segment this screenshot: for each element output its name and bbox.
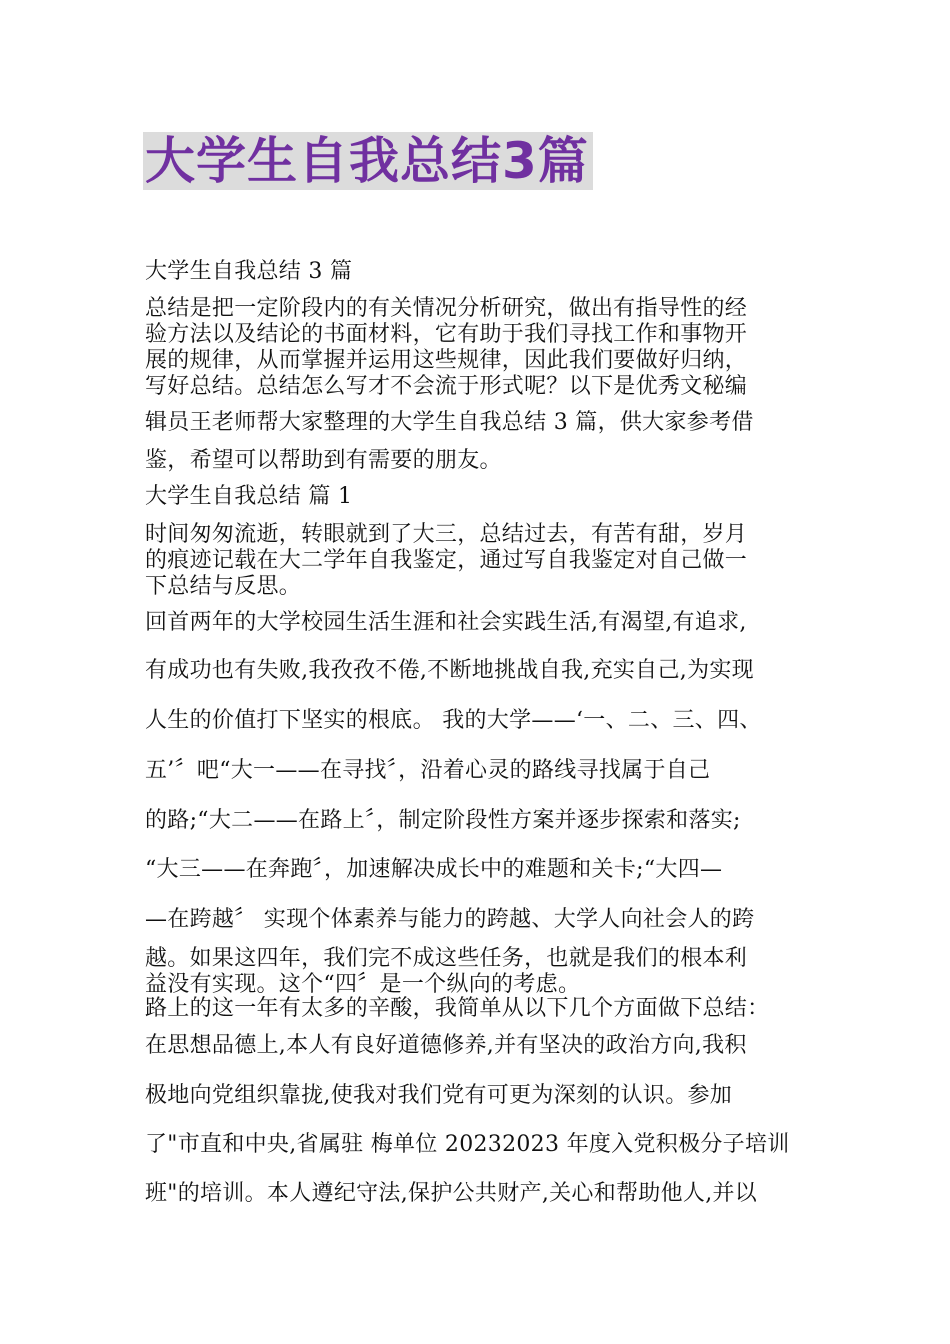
paragraph-line: 人生的价值打下坚实的根底。 我的大学——‘一、二、三、四、	[145, 708, 762, 733]
paragraph-line: 时间匆匆流逝，转眼就到了大三，总结过去，有苦有甜，岁月	[145, 522, 748, 547]
document-title: 大学生自我总结3篇	[145, 132, 589, 190]
paragraph-line: 鉴，希望可以帮助到有需要的朋友。	[145, 448, 502, 473]
section-heading: 大学生自我总结 篇 1	[145, 484, 353, 509]
paragraph-line: “大三——在奔跑〞，加速解决成长中的难题和关卡;“大四—	[145, 857, 723, 882]
paragraph-line: 下总结与反思。	[145, 574, 302, 599]
paragraph-line: 益没有实现。这个“四〞是一个纵向的考虑。	[145, 972, 581, 997]
paragraph-line: 路上的这一年有太多的辛酸，我简单从以下几个方面做下总结：	[145, 996, 770, 1021]
paragraph-line: 辑员王老师帮大家整理的大学生自我总结 3 篇，供大家参考借	[145, 410, 754, 435]
paragraph-line: 的路;“大二——在路上〞，制定阶段性方案并逐步探索和落实;	[145, 808, 741, 833]
paragraph-line: 总结是把一定阶段内的有关情况分析研究，做出有指导性的经	[145, 296, 748, 321]
paragraph-line: 回首两年的大学校园生活生涯和社会实践生活,有渴望,有追求,	[145, 610, 747, 635]
paragraph-line: 极地向党组织靠拢,使我对我们党有可更为深刻的认识。参加	[145, 1083, 733, 1108]
paragraph-line: 有成功也有失败,我孜孜不倦,不断地挑战自我,充实自己,为实现	[145, 658, 754, 683]
paragraph-line: 班"的培训。本人遵纪守法,保护公共财产,关心和帮助他人,并以	[145, 1181, 758, 1206]
paragraph-line: —在跨越〞 实现个体素养与能力的跨越、大学人向社会人的跨	[145, 907, 755, 932]
paragraph-line: 五’〞吧“大一——在寻找〞，沿着心灵的路线寻找属于自己	[145, 758, 711, 783]
paragraph-line: 验方法以及结论的书面材料，它有助于我们寻找工作和事物开	[145, 322, 748, 347]
paragraph-line: 写好总结。总结怎么写才不会流于形式呢？以下是优秀文秘编	[145, 374, 748, 399]
paragraph-line: 了"市直和中央,省属驻 梅单位 20232023 年度入党积极分子培训	[145, 1132, 790, 1157]
paragraph-line: 在思想品德上,本人有良好道德修养,并有坚决的政治方向,我积	[145, 1033, 747, 1058]
paragraph-line: 的痕迹记载在大二学年自我鉴定，通过写自我鉴定对自己做一	[145, 548, 748, 573]
paragraph-line: 大学生自我总结 3 篇	[145, 259, 353, 284]
paragraph-line: 展的规律，从而掌握并运用这些规律，因此我们要做好归纳，	[145, 348, 748, 373]
paragraph-line: 越。如果这四年，我们完不成这些任务，也就是我们的根本利	[145, 946, 748, 971]
title-highlight	[143, 132, 593, 190]
